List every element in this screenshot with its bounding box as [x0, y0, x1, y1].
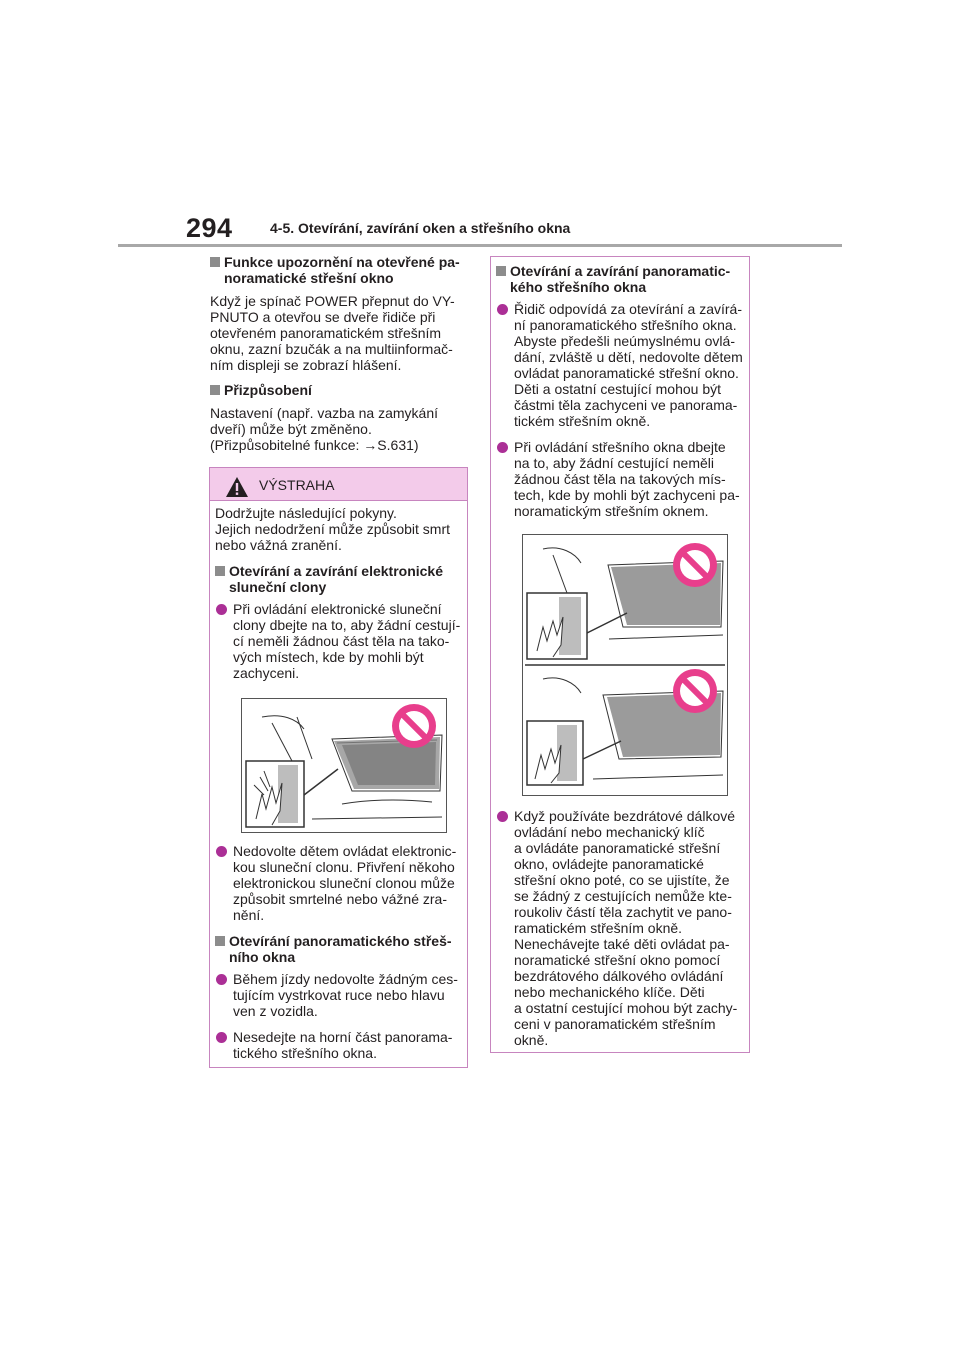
warning-title: VÝSTRAHA — [259, 477, 335, 493]
paragraph-customization: Nastavení (např. vazba na zamykání dveří) může být změněno. (Přizpůsobitelné funkce: →S.631) — [210, 405, 439, 453]
warning-body — [210, 501, 467, 1061]
bullet-check-passengers: Při ovládání střešního okna dbejte na to, aby žádní cestující neměli žádnou část těla na takových mís- tech, kde by mohli být zachyceni pa- noramatickým střešním oknem. — [496, 439, 744, 519]
warning-header — [210, 468, 467, 501]
right-warning-box — [490, 256, 750, 1053]
heading-sunshade: Otevírání a zavírání elektronické sluneční clony — [215, 563, 462, 595]
bullet-sunshade-body-parts: Při ovládání elektronické sluneční clony dbejte na to, aby žádní cestují- cí neměli žádnou část těla na tako- vých místech, kde by mohli být zachyceni. — [215, 601, 462, 681]
sunshade-illustration — [241, 698, 447, 833]
heading-opening-roof: Otevírání panoramatického střeš- ního okna — [215, 933, 462, 965]
left-column — [210, 254, 468, 453]
roof-pinch-illustration — [522, 534, 728, 796]
roof-pinch-drawings — [523, 535, 727, 795]
bullet-hands-out: Během jízdy nedovolte žádným ces- tujícím vystrkovat ruce nebo hlavu ven z vozidla. — [215, 971, 462, 1019]
heading-open-roof-alert: Funkce upozornění na otevřené pa- noramatické střešní okno — [210, 254, 468, 286]
bullet-do-not-sit: Nesedejte na horní část panorama- tického střešního okna. — [215, 1029, 462, 1061]
warning-triangle-icon — [225, 476, 249, 498]
sunshade-pinch-illustration — [242, 699, 446, 832]
warning-intro: Dodržujte následující pokyny. Jejich nedodržení může způsobit smrt nebo vážná zranění. — [215, 505, 450, 553]
bullet-remote-key: Když používáte bezdrátové dálkové ovládání nebo mechanický klíč a ovládáte panoramatické střešní okno, ovládejte panoramatické střešní okno poté, co se ujistíte, že se žádný z cestujících nemůže kte- roukoliv částí těla zachytit ve pano- ramatickém střešním okně. Nenechávejte také děti ovládat pa- noramatické střešní okno pomocí bezdrátového dálkového ovládání nebo mechanického klíče. Děti a ostatní cestující mohou být zachy- ceni v panoramatickém střešním okně. — [496, 808, 744, 1048]
header-rule — [118, 244, 842, 247]
warning-box — [209, 467, 468, 1068]
heading-customization: Přizpůsobení — [210, 382, 468, 398]
section-title: 4-5. Otevírání, zavírání oken a střešního okna — [270, 220, 571, 236]
bullet-children-sunshade: Nedovolte dětem ovládat elektronic- kou sluneční clonu. Přivření někoho elektronickou sluneční clonou může způsobit smrtelné nebo vážné zra- nění. — [215, 843, 462, 923]
page-number: 294 — [186, 213, 233, 243]
paragraph-open-roof-alert: Když je spínač POWER přepnut do VY- PNUTO a otevřou se dveře řidiče při otevřeném panoramatickém střešním oknu, zazní bzučák a na multiinformač- ním displeji se zobrazí hlášení. — [210, 293, 455, 373]
bullet-driver-responsible: Řidič odpovídá za otevírání a zavírá- ní panoramatického střešního okna. Abyste předešli neúmyslnému ovlá- dání, zvláště u dětí, nedovolte dětem ovládat panoramatické střešní okno. Děti a ostatní cestující mohou být částmi těla zachyceni ve panorama- tickém střešním okně. — [496, 301, 744, 429]
heading-opening-closing-roof: Otevírání a zavírání panoramatic- kého střešního okna — [496, 263, 744, 295]
